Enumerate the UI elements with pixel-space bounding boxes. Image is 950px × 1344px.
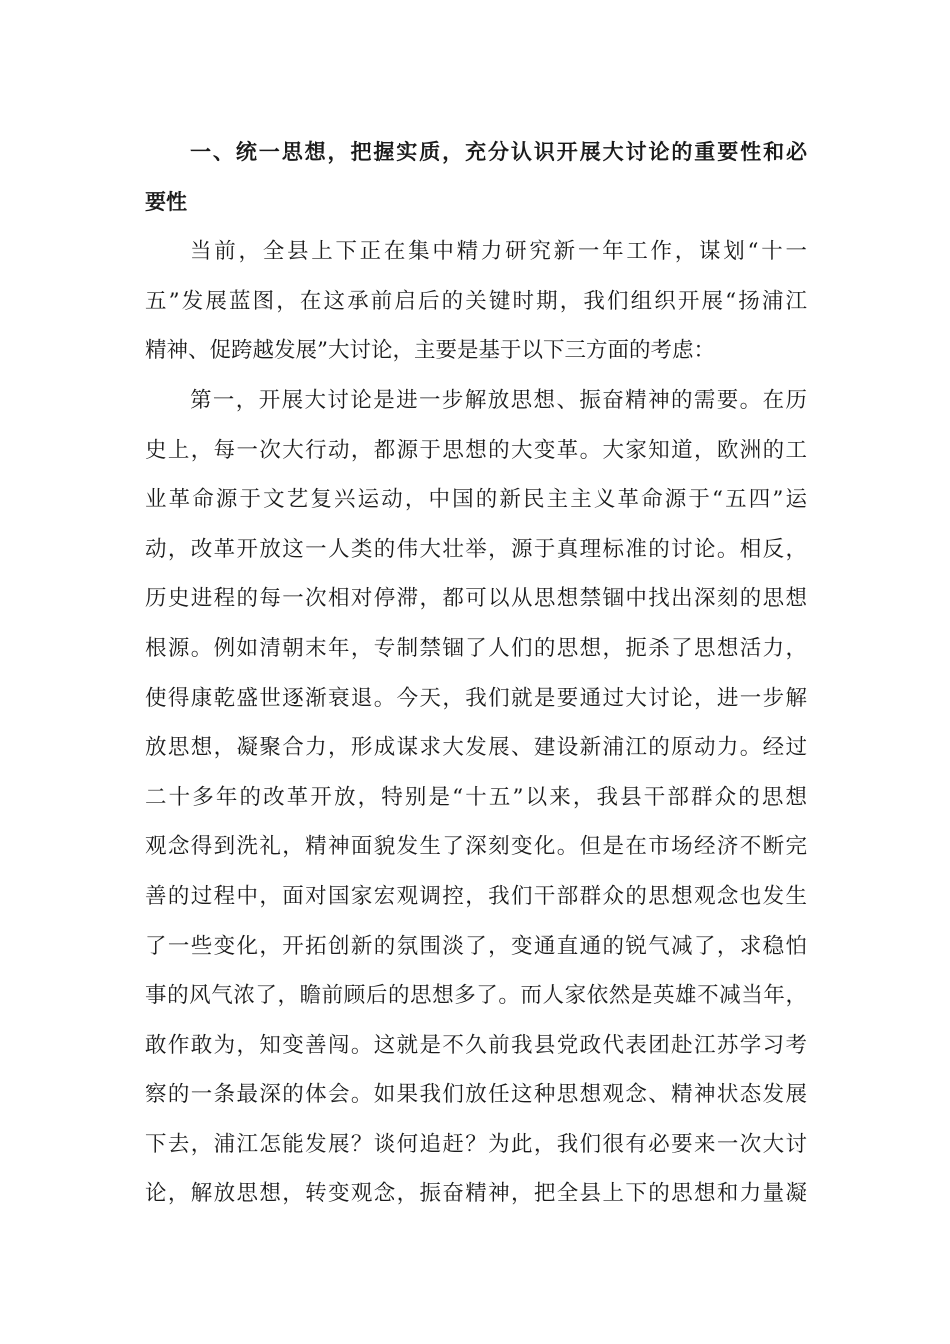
paragraph-line: 使得康乾盛世逐渐衰退。今天，我们就是要通过大讨论，进一步解 [145,685,807,711]
paragraph-intro [145,227,807,376]
paragraph-line: 放思想，凝聚合力，形成谋求大发展、建设新浦江的原动力。经过 [145,735,807,761]
paragraph-line: 第一，开展大讨论是进一步解放思想、振奋精神的需要。在历 [190,387,807,413]
paragraph-line: 根源。例如清朝末年，专制禁锢了人们的思想，扼杀了思想活力， [145,635,807,661]
paragraph-line: 精神、促跨越发展”大讨论，主要是基于以下三方面的考虑： [145,338,715,364]
heading-line: 要性 [145,189,187,214]
paragraph-line: 业革命源于文艺复兴运动，中国的新民主主义革命源于“五四”运 [145,487,807,513]
paragraph-line: 五”发展蓝图，在这承前启后的关键时期，我们组织开展“扬浦江 [145,288,807,314]
paragraph-line: 史上，每一次大行动，都源于思想的大变革。大家知道，欧洲的工 [145,437,807,463]
paragraph-line: 察的一条最深的体会。如果我们放任这种思想观念、精神状态发展 [145,1082,807,1108]
paragraph-line: 历史进程的每一次相对停滞，都可以从思想禁锢中找出深刻的思想 [145,586,807,612]
heading-line: 一、统一思想，把握实质，充分认识开展大讨论的重要性和必 [190,140,807,164]
paragraph-line: 观念得到洗礼，精神面貌发生了深刻变化。但是在市场经济不断完 [145,834,807,860]
paragraph-line: 善的过程中，面对国家宏观调控，我们干部群众的思想观念也发生 [145,883,807,909]
paragraph-line: 事的风气浓了，瞻前顾后的思想多了。而人家依然是英雄不减当年， [145,983,807,1009]
section-heading [145,128,807,227]
paragraph-line: 下去，浦江怎能发展？谈何追赶？为此，我们很有必要来一次大讨 [145,1131,807,1157]
paragraph-line: 当前，全县上下正在集中精力研究新一年工作，谋划“十一 [190,239,807,265]
paragraph-line: 了一些变化，开拓创新的氛围淡了，变通直通的锐气减了，求稳怕 [145,933,807,959]
paragraph-line: 二十多年的改革开放，特别是“十五”以来，我县干部群众的思想 [145,784,807,810]
paragraph-line: 论，解放思想，转变观念，振奋精神，把全县上下的思想和力量凝 [145,1181,807,1207]
paragraph-first-point [145,376,807,1219]
paragraph-line: 敢作敢为，知变善闯。这就是不久前我县党政代表团赴江苏学习考 [145,1032,807,1058]
document-body [145,128,807,1219]
paragraph-line: 动，改革开放这一人类的伟大壮举，源于真理标准的讨论。相反， [145,536,807,562]
